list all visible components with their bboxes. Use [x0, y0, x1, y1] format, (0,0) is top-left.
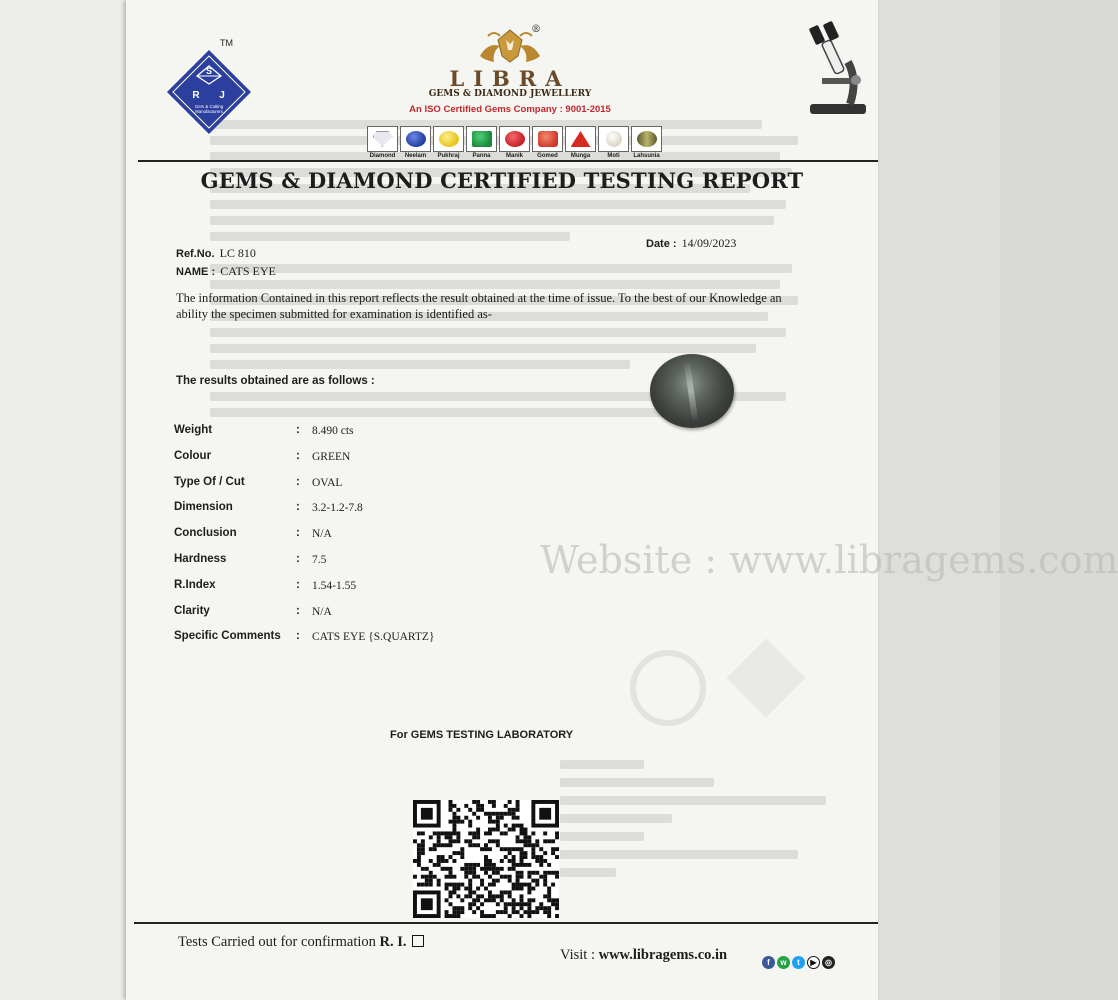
emerald-gem-icon [472, 131, 492, 147]
pearl-gem-icon [606, 131, 622, 147]
gemstone-photo [650, 354, 734, 428]
background-right [878, 0, 1000, 1000]
website-watermark: Website : www.libragems.com [540, 538, 1118, 582]
ruby-gem-icon [505, 131, 525, 147]
results-heading: The results obtained are as follows : [176, 375, 375, 387]
ri-checkbox [412, 935, 424, 947]
ref-value: LC 810 [219, 246, 256, 260]
ri-label: R. I. [379, 934, 407, 950]
reference-number [176, 242, 256, 261]
visit-website [560, 947, 727, 964]
gem-gomed: Gomed [532, 126, 563, 159]
facebook-icon: f [762, 956, 775, 969]
brand-name: LIBRA [449, 66, 571, 91]
gem-munga: Munga [565, 126, 596, 159]
topaz-gem-icon [439, 131, 459, 147]
gem-icons-row [367, 126, 662, 159]
website-url: www.libragems.co.in [598, 947, 728, 963]
iso-certification: An ISO Certified Gems Company : 9001-2015 [409, 104, 611, 115]
srj-logo [165, 48, 253, 136]
seal-watermark [630, 650, 706, 726]
hessonite-gem-icon [538, 131, 558, 147]
ref-label: Ref.No. [176, 248, 215, 260]
header-divider [138, 160, 878, 162]
date-label: Date : [646, 238, 677, 250]
gem-lahsunia: Lahsunia [631, 126, 662, 159]
gem-neelam: Neelam [400, 126, 431, 159]
youtube-icon: ▶ [807, 956, 820, 969]
gem-manik: Manik [499, 126, 530, 159]
date-value: 14/09/2023 [681, 236, 737, 250]
name-label: NAME : [176, 266, 216, 278]
lab-signature-label: For GEMS TESTING LABORATORY [390, 729, 574, 741]
srj-trademark: TM [220, 38, 233, 48]
cats-eye-gem-icon [637, 131, 657, 147]
sapphire-gem-icon [406, 131, 426, 147]
twitter-icon: t [792, 956, 805, 969]
gem-moti: Moti [598, 126, 629, 159]
gem-panna: Panna [466, 126, 497, 159]
registered-mark: ® [531, 24, 541, 35]
instagram-icon: ◎ [822, 956, 835, 969]
svg-text:S: S [205, 66, 213, 76]
report-date [646, 232, 736, 251]
social-icons [762, 956, 835, 969]
microscope-icon [800, 20, 880, 120]
specimen-name [176, 260, 276, 279]
qr-code [413, 800, 559, 918]
name-value: CATS EYE [220, 264, 276, 278]
coral-gem-icon [571, 131, 591, 147]
brand-subtitle: GEMS & DIAMOND JEWELLERY [428, 89, 592, 99]
svg-text:Gem & Cutting: Gem & Cutting [194, 104, 224, 109]
gem-pukhraj: Pukhraj [433, 126, 464, 159]
tests-note [178, 934, 424, 951]
footer-divider [134, 922, 878, 924]
whatsapp-icon: w [777, 956, 790, 969]
gem-diamond: Diamond [367, 126, 398, 159]
visit-label: Visit : [560, 947, 595, 963]
tests-text: Tests Carried out for confirmation [178, 934, 376, 950]
report-title: GEMS & DIAMOND CERTIFIED TESTING REPORT [200, 168, 804, 193]
svg-text:R: R [192, 90, 200, 101]
diamond-gem-icon [373, 131, 393, 147]
svg-text:J: J [219, 90, 225, 101]
background-left [0, 0, 126, 1000]
svg-text:Manufacturers: Manufacturers [195, 109, 223, 114]
info-paragraph: The information Contained in this report reflects the result obtained at the time of issue. To the best of our Knowledge an ability the specimen submitted for examination is identified as- [176, 291, 782, 321]
address-watermark [560, 760, 840, 886]
